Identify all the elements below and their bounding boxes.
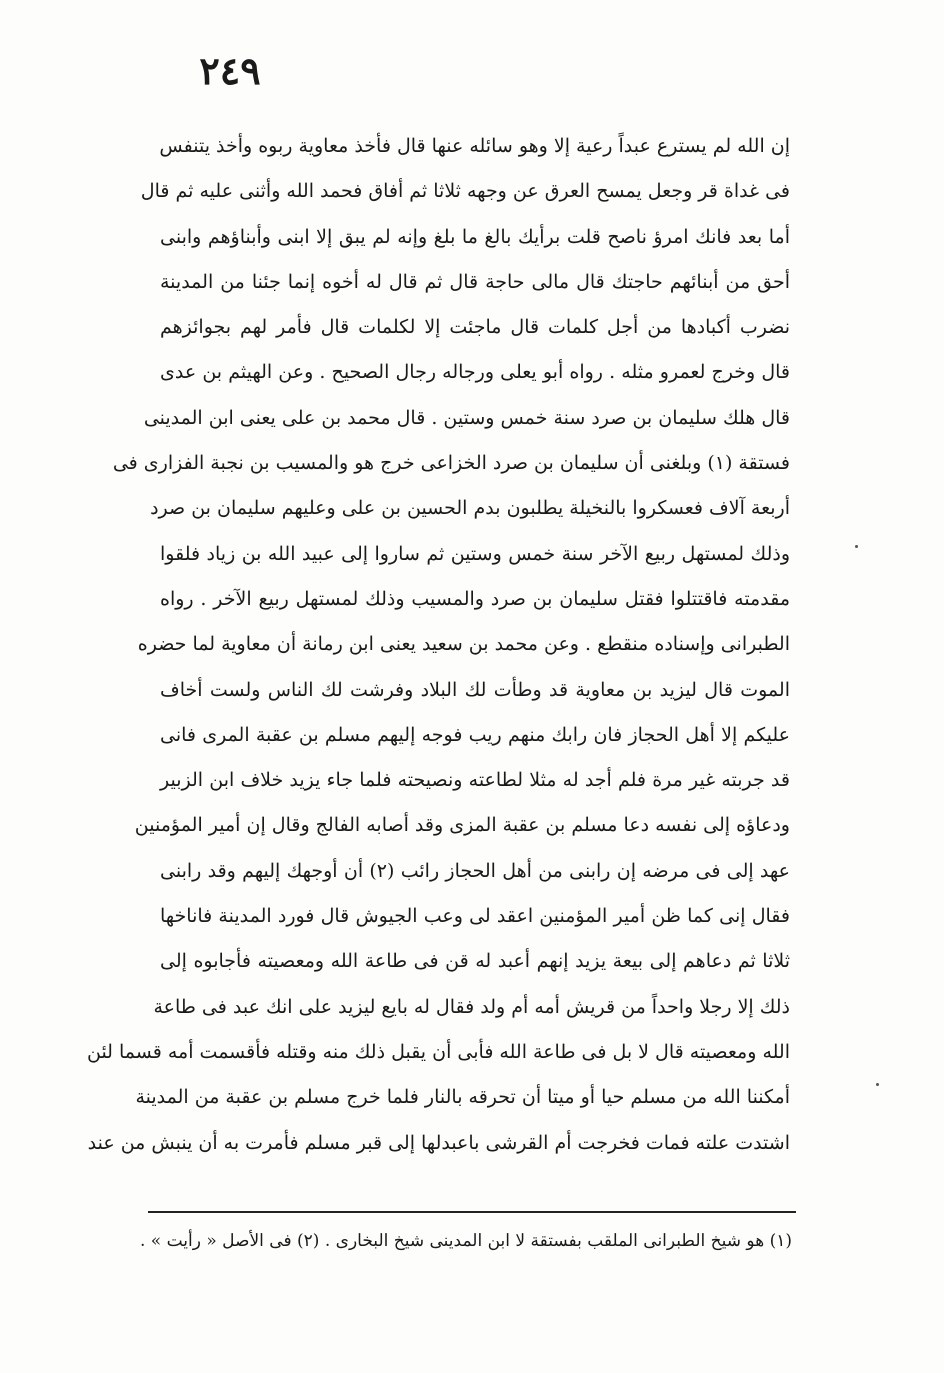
text-line: أحق من أبنائهم حاجتك قال مالى حاجة قال ثم قال له أخوه إنما جئنا من المدينة	[160, 270, 790, 293]
text-line: أربعة آلاف فعسكروا بالنخيلة يطلبون بدم الحسين بن على وعليهم سليمان بن صرد	[150, 497, 790, 520]
text-line: نضرب أكبادها من أجل كلمات قال ماجئت إلا لكلمات قال فأمر لهم بجوائزهم	[160, 316, 790, 339]
text-line: ذلك إلا رجلا واحداً من قريش أمه أم ولد فقال له بايع ليزيد على انك عبد فى طاعة	[153, 995, 790, 1018]
text-line: أما بعد فانك امرؤ ناصح قلت برأيك بالغ ما بلغ وإنه لم يبق إلا ابنى وأبناؤهم وابنى	[160, 225, 790, 248]
page-number: ٢٤٩	[199, 48, 261, 93]
text-line: إن الله لم يسترع عبداً رعية إلا وهو سائله عنها قال فأخذ معاوية ربوه وأخذ يتنفس	[159, 135, 790, 157]
text-line: فقال إنى كما ظن أمير المؤمنين اعقد لى وعب الجيوش قال فورد المدينة فاناخها	[160, 905, 790, 928]
text-line: قد جربته غير مرة فلم أجد له مثلا لطاعته ونصيحته فلما جاء يزيد خلاف ابن الزبير	[160, 769, 790, 792]
footnote-divider	[148, 1211, 796, 1213]
main-text	[86, 124, 790, 1166]
text-line: عليكم إلا أهل الحجاز فان رابك منهم ريب فوجه إليهم مسلم بن عقبة المرى فانى	[160, 723, 790, 746]
text-line: مقدمته فاقتتلوا فقتل سليمان بن صرد والمسيب وذلك لمستهل ربيع الآخر . رواه	[160, 587, 790, 610]
text-line: فى غداة قر وجعل يمسح العرق عن وجهه ثلاثا ثم أفاق فحمد الله وأثنى عليه ثم قال	[140, 180, 790, 203]
footnote: (١) هو شيخ الطبرانى الملقب بفستقة لا ابن المدينى شيخ البخارى . (٢) فى الأصل « رأيت » .	[140, 1231, 792, 1251]
text-line: ودعاؤه إلى نفسه دعا مسلم بن عقبة المزى وقد أصابه الفالج وقال إن أمير المؤمنين	[134, 814, 790, 837]
text-line: وذلك لمستهل ربيع الآخر سنة خمس وستين ثم ساروا إلى عبيد الله بن زياد فلقوا	[160, 542, 790, 565]
text-line: أمكننا الله من مسلم حيا أو ميتا أن تحرقه بالنار فلما خرج مسلم بن عقبة من المدينة	[135, 1086, 790, 1109]
scan-speck	[876, 1083, 879, 1086]
text-line: اشتدت علته فمات فخرجت أم القرشى باعبدلها إلى قبر مسلم فأمرت به أن ينبش من عند	[87, 1131, 790, 1154]
scan-speck	[855, 545, 858, 548]
text-line: الطبرانى وإسناده منقطع . وعن محمد بن سعيد يعنى ابن رمانة أن معاوية لما حضره	[137, 633, 790, 656]
text-line: ثلاثا ثم دعاهم إلى بيعة يزيد إنهم أعبد له قن فى طاعة الله ومعصيته فأجابوه إلى	[160, 950, 790, 973]
text-line: فستقة (١) وبلغنى أن سليمان بن صرد الخزاعى خرج هو والمسيب بن نجبة الفزارى فى	[112, 452, 790, 475]
text-line: قال هلك سليمان بن صرد سنة خمس وستين . قال محمد بن على يعنى ابن المدينى	[143, 406, 790, 429]
text-line: قال وخرج لعمرو مثله . رواه أبو يعلى ورجاله رجال الصحيح . وعن الهيثم بن عدى	[160, 361, 790, 384]
text-line: الموت قال ليزيد بن معاوية قد وطأت لك البلاد وفرشت لك الناس ولست أخاف	[160, 678, 790, 701]
text-line: عهد إلى فى مرضه إن رابنى من أهل الحجاز رائب (٢) أن أوجهك إليهم وقد رابنى	[160, 859, 790, 882]
text-line: الله ومعصيته قال لا بل فى طاعة الله فأبى أن يقبل ذلك منه وقتله فأقسمت أمه قسما لئن	[86, 1040, 790, 1063]
